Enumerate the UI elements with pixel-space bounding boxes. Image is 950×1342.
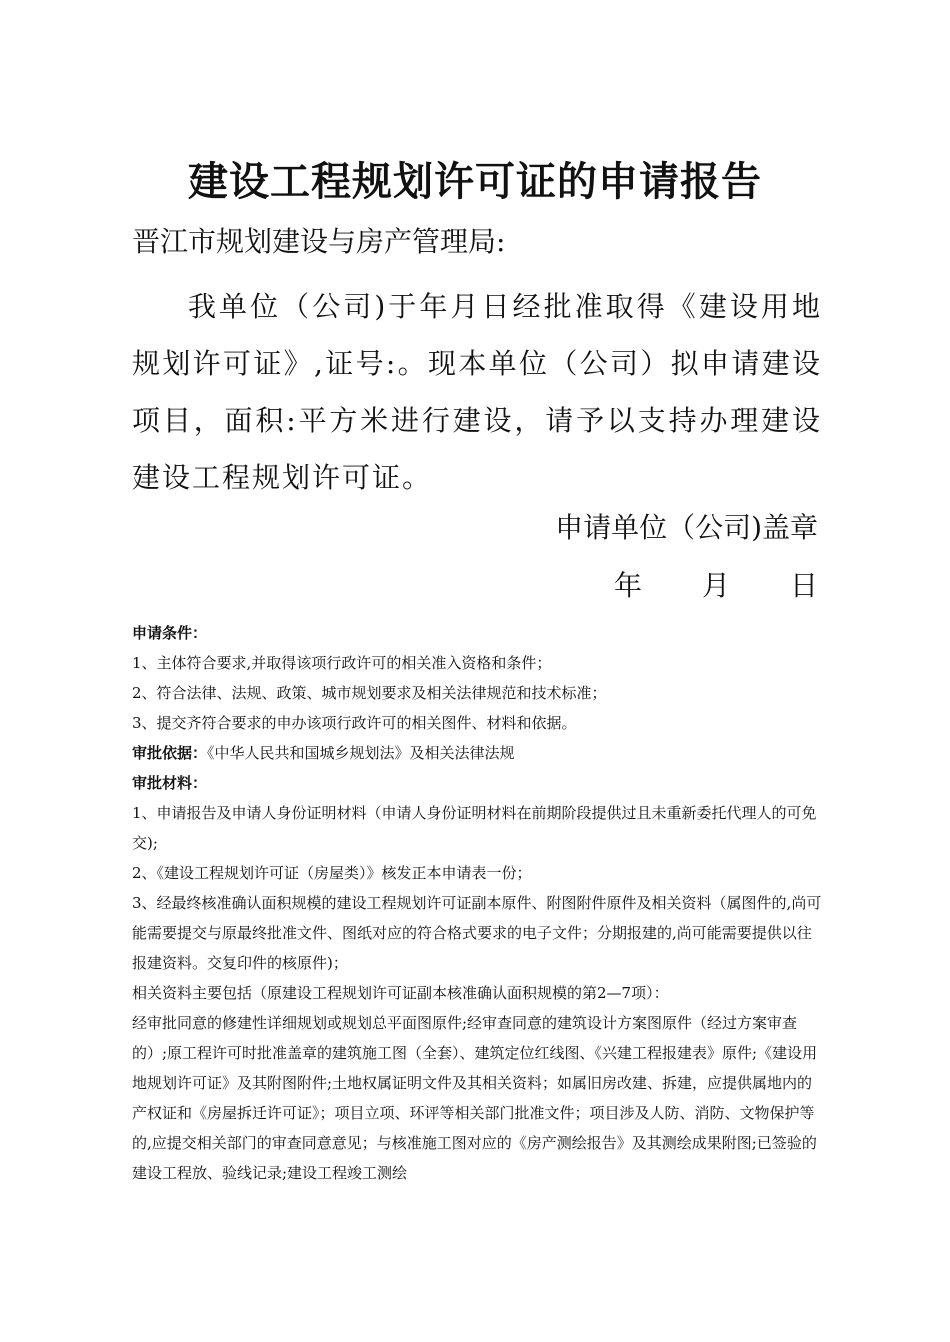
date-month: 月 xyxy=(701,569,730,602)
date-line xyxy=(614,566,818,606)
materials-heading: 审批材料： xyxy=(132,774,208,792)
material-item: 相关资料主要包括（原建设工程规划许可证副本核准确认面积规模的第2—7项）： xyxy=(132,984,669,1002)
condition-item: 1、主体符合要求,并取得该项行政许可的相关准入资格和条件； xyxy=(132,654,552,672)
material-item: 3、经最终核准确认面积规模的建设工程规划许可证副本原件、附图附件原件及相关资料（属图件的,尚可能需要提交与原最终批准文件、图纸对应的符合格式要求的电子文件；分期报建的,尚可能需要提供以往报建资料。交复印件的核原件)； xyxy=(132,894,822,972)
date-day: 日 xyxy=(789,569,818,602)
material-item: 2、《建设工程规划许可证（房屋类）》核发正本申请表一份； xyxy=(132,864,532,882)
notes-section xyxy=(132,618,822,1188)
condition-item: 3、提交齐符合要求的申办该项行政许可的相关图件、材料和依据。 xyxy=(132,714,577,732)
addressee: 晋江市规划建设与房产管理局: xyxy=(132,225,506,258)
basis-line xyxy=(132,738,822,768)
body-paragraph: 我单位（公司)于年月日经批准取得《建设用地规划许可证》,证号:。现本单位（公司）拟申请建设项目，面积:平方米进行建设，请予以支持办理建设建设工程规划许可证。 xyxy=(132,290,822,494)
basis-text: 《中华人民共和国城乡规划法》及相关法律法规 xyxy=(207,744,515,762)
document-title: 建设工程规划许可证的申请报告 xyxy=(188,158,762,205)
material-item: 1、申请报告及申请人身份证明材料（申请人身份证明材料在前期阶段提供过且未重新委托代理人的可免交); xyxy=(132,804,817,852)
basis-heading: 审批依据： xyxy=(132,744,208,762)
condition-item: 2、符合法律、法规、政策、城市规划要求及相关法律规范和技术标准； xyxy=(132,684,607,702)
material-item: 经审批同意的修建性详细规划或规划总平面图原件;经审查同意的建筑设计方案图原件（经过方案审查的）;原工程许可时批准盖章的建筑施工图（全套）、建筑定位红线图、《兴建工程报建表》原件;《建设用地规划许可证》及其附图附件;土地权属证明文件及其相关资料；如属旧房改建、拆建，应提供属地内的产权证和《房屋拆迁许可证》；项目立项、环评等相关部门批准文件；项目涉及人防、消防、文物保护等的,应提交相关部门的审查同意意见；与核准施工图对应的《房产测绘报告》及其测绘成果附图;已签验的建设工程放、验线记录;建设工程竣工测绘 xyxy=(132,1014,818,1182)
conditions-heading: 申请条件： xyxy=(132,624,208,642)
seal-line: 申请单位（公司)盖章 xyxy=(555,511,818,544)
date-year: 年 xyxy=(613,569,642,602)
